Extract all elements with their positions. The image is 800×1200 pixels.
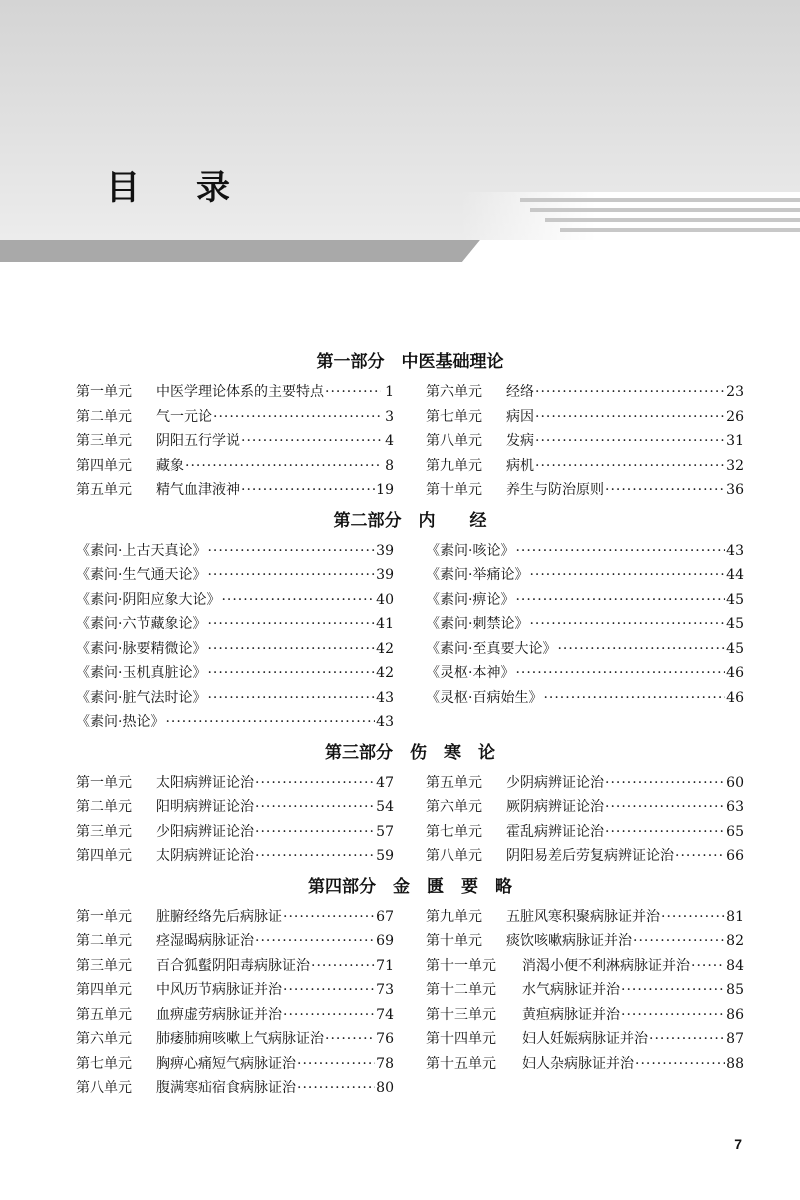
entry-title: 气一元论 — [156, 408, 212, 425]
entry-page: 59 — [376, 848, 394, 864]
dot-leader — [543, 686, 725, 711]
entry-page: 1 — [385, 384, 394, 400]
toc-entry[interactable] — [76, 1027, 394, 1052]
part-title: 第四部分 金 匮 要 略 — [308, 876, 512, 897]
dot-leader — [283, 1003, 375, 1028]
entry-unit: 第十四单元 — [426, 1031, 496, 1047]
entry-title: 消渴小便不利淋病脉证并治 — [522, 957, 690, 974]
dot-leader — [213, 405, 381, 430]
entry-title: 藏象 — [156, 457, 184, 474]
toc-entry[interactable] — [76, 820, 394, 845]
entry-page: 67 — [376, 908, 394, 925]
entry-unit: 第十三单元 — [426, 1006, 496, 1023]
toc-column-left — [76, 539, 394, 735]
dot-leader — [283, 978, 375, 1003]
entry-page: 3 — [385, 408, 394, 425]
dot-leader — [255, 795, 375, 820]
entry-page: 45 — [726, 640, 744, 657]
entry-unit: 第六单元 — [426, 799, 482, 815]
entry-title: 《素问·举痛论》 — [426, 567, 529, 583]
toc-column-right — [426, 539, 744, 735]
entry-unit: 第九单元 — [426, 457, 482, 474]
entry-unit: 第八单元 — [426, 433, 482, 449]
entry-title: 五脏风寒积聚病脉证并治 — [506, 908, 660, 925]
toc-part — [76, 509, 744, 735]
entry-title: 霍乱病辨证论治 — [506, 823, 604, 840]
dot-leader — [515, 661, 725, 686]
entry-title: 发病 — [506, 433, 534, 449]
entry-page: 66 — [726, 848, 744, 864]
entry-title: 太阴病辨证论治 — [156, 848, 254, 864]
entry-unit: 第十一单元 — [426, 957, 496, 974]
toc-entry[interactable] — [76, 661, 394, 686]
toc-entry[interactable] — [76, 929, 394, 954]
entry-page: 46 — [726, 665, 744, 681]
entry-page: 43 — [376, 714, 394, 730]
entry-page: 81 — [726, 908, 744, 925]
entry-title: 腹满寒疝宿食病脉证治 — [156, 1080, 296, 1096]
entry-page: 71 — [376, 957, 394, 974]
entry-unit: 第八单元 — [426, 848, 482, 864]
toc-entry[interactable] — [426, 820, 744, 845]
entry-title: 少阳病辨证论治 — [156, 823, 254, 840]
toc-entry[interactable] — [426, 795, 744, 820]
toc-entry[interactable] — [76, 588, 394, 613]
entry-unit: 第一单元 — [76, 774, 132, 791]
toc-entry[interactable] — [76, 1052, 394, 1077]
dot-leader — [325, 1027, 375, 1052]
entry-unit: 第十二单元 — [426, 982, 496, 998]
entry-page: 40 — [376, 591, 394, 608]
entry-unit: 第一单元 — [76, 908, 132, 925]
dot-leader — [633, 929, 725, 954]
entry-page: 47 — [376, 774, 394, 791]
toc-column-right — [426, 380, 744, 503]
entry-title: 病因 — [506, 408, 534, 425]
dot-leader — [185, 454, 381, 479]
toc-entry[interactable] — [76, 454, 394, 479]
entry-unit: 第十单元 — [426, 933, 482, 949]
toc-column-right — [426, 771, 744, 869]
entry-unit: 第六单元 — [426, 384, 482, 400]
toc-entry[interactable] — [426, 661, 744, 686]
entry-page: 63 — [726, 799, 744, 815]
header-banner — [0, 0, 800, 262]
entry-page: 69 — [376, 933, 394, 949]
entry-title: 《素问·阴阳应象大论》 — [76, 591, 221, 608]
toc-entry[interactable] — [426, 1052, 744, 1077]
toc-entry[interactable] — [426, 612, 744, 637]
entry-unit: 第五单元 — [76, 482, 132, 498]
entry-page: 45 — [726, 591, 744, 608]
dot-leader — [635, 1052, 725, 1077]
entry-title: 痰饮咳嗽病脉证并治 — [506, 933, 632, 949]
toc-entry[interactable] — [76, 771, 394, 796]
dot-leader — [255, 929, 375, 954]
toc-entry[interactable] — [426, 929, 744, 954]
dot-leader — [649, 1027, 725, 1052]
entry-page: 73 — [376, 982, 394, 998]
toc-entry[interactable] — [76, 710, 394, 735]
dot-leader — [691, 954, 725, 979]
dot-leader — [207, 686, 375, 711]
toc-entry[interactable] — [76, 844, 394, 869]
entry-page: 41 — [376, 616, 394, 632]
entry-unit: 第九单元 — [426, 908, 482, 925]
entry-title: 厥阴病辨证论治 — [506, 799, 604, 815]
toc-column-left — [76, 771, 394, 869]
toc-part — [76, 875, 744, 1101]
entry-unit: 第七单元 — [76, 1055, 132, 1072]
entry-title: 阴阳五行学说 — [156, 433, 240, 449]
entry-page: 86 — [726, 1006, 744, 1023]
entry-unit: 第四单元 — [76, 848, 132, 864]
toc-entry[interactable] — [426, 563, 744, 588]
toc-columns — [76, 771, 744, 869]
entry-unit: 第三单元 — [76, 433, 132, 449]
entry-title: 少阴病辨证论治 — [506, 774, 604, 791]
toc-part — [76, 350, 744, 503]
entry-page: 42 — [376, 640, 394, 657]
dot-leader — [535, 380, 725, 405]
entry-title: 病机 — [506, 457, 534, 474]
toc-entry[interactable] — [76, 612, 394, 637]
toc-entry[interactable] — [76, 1076, 394, 1101]
dot-leader — [207, 661, 375, 686]
entry-unit: 第五单元 — [426, 774, 482, 791]
entry-unit: 第十单元 — [426, 482, 482, 498]
entry-page: 65 — [726, 823, 744, 840]
entry-title: 《素问·生气通天论》 — [76, 567, 207, 583]
entry-title: 妇人杂病脉证并治 — [522, 1055, 634, 1072]
toc-entry[interactable] — [76, 954, 394, 979]
entry-title: 中医学理论体系的主要特点 — [156, 384, 324, 400]
entry-unit: 第七单元 — [426, 823, 482, 840]
entry-page: 82 — [726, 933, 744, 949]
entry-page: 88 — [726, 1055, 744, 1072]
toc-entry[interactable] — [76, 978, 394, 1003]
toc-entry[interactable] — [76, 686, 394, 711]
dot-leader — [325, 380, 381, 405]
entry-page: 74 — [376, 1006, 394, 1023]
toc-entry[interactable] — [76, 405, 394, 430]
entry-page: 43 — [376, 689, 394, 706]
entry-unit: 第一单元 — [76, 384, 132, 400]
entry-title: 《素问·脉要精微论》 — [76, 640, 207, 657]
dot-leader — [165, 710, 375, 735]
entry-title: 《素问·热论》 — [76, 714, 165, 730]
toc-entry[interactable] — [426, 1027, 744, 1052]
entry-unit: 第八单元 — [76, 1080, 132, 1096]
entry-title: 《素问·咳论》 — [426, 542, 515, 559]
entry-page: 46 — [726, 689, 744, 706]
toc-column-left — [76, 905, 394, 1101]
entry-title: 《素问·至真要大论》 — [426, 640, 557, 657]
entry-page: 78 — [376, 1055, 394, 1072]
dot-leader — [255, 844, 375, 869]
entry-page: 43 — [726, 542, 744, 559]
toc-column-right — [426, 905, 744, 1101]
entry-page: 57 — [376, 823, 394, 840]
dot-leader — [241, 478, 375, 503]
toc-entry[interactable] — [426, 454, 744, 479]
toc-entry[interactable] — [76, 429, 394, 454]
dot-leader — [297, 1076, 375, 1101]
page-title: 目录 — [106, 168, 286, 208]
entry-title: 阴阳易差后劳复病辨证论治 — [506, 848, 674, 864]
toc-entry[interactable] — [426, 588, 744, 613]
entry-page: 39 — [376, 567, 394, 583]
toc-entry[interactable] — [426, 686, 744, 711]
entry-title: 《素问·玉机真脏论》 — [76, 665, 207, 681]
entry-unit: 第三单元 — [76, 823, 132, 840]
page-number: 7 — [734, 1136, 742, 1152]
part-title: 第一部分 中医基础理论 — [316, 352, 504, 372]
entry-page: 32 — [726, 457, 744, 474]
entry-title: 肺痿肺痈咳嗽上气病脉证治 — [156, 1031, 324, 1047]
entry-unit: 第七单元 — [426, 408, 482, 425]
dot-leader — [297, 1052, 375, 1077]
toc-entry[interactable] — [426, 539, 744, 564]
entry-page: 60 — [726, 774, 744, 791]
entry-title: 血痹虚劳病脉证并治 — [156, 1006, 282, 1023]
toc-column-left — [76, 380, 394, 503]
dot-leader — [605, 795, 725, 820]
dot-leader — [557, 637, 725, 662]
entry-unit: 第三单元 — [76, 957, 132, 974]
entry-page: 87 — [726, 1031, 744, 1047]
entry-title: 百合狐蟚阴阳毒病脉证治 — [156, 957, 310, 974]
entry-page: 84 — [726, 957, 744, 974]
toc-columns — [76, 539, 744, 735]
dot-leader — [605, 771, 725, 796]
dot-leader — [255, 820, 375, 845]
toc-entry[interactable] — [76, 380, 394, 405]
entry-unit: 第二单元 — [76, 933, 132, 949]
entry-unit: 第四单元 — [76, 457, 132, 474]
toc-entry[interactable] — [76, 905, 394, 930]
toc-entry[interactable] — [76, 563, 394, 588]
table-of-contents — [76, 344, 744, 1101]
entry-title: 胸痹心痛短气病脉证治 — [156, 1055, 296, 1072]
dot-leader — [529, 563, 725, 588]
toc-entry[interactable] — [426, 905, 744, 930]
toc-entry[interactable] — [76, 795, 394, 820]
entry-title: 经络 — [506, 384, 534, 400]
entry-page: 42 — [376, 665, 394, 681]
entry-title: 《素问·脏气法时论》 — [76, 689, 207, 706]
dot-leader — [605, 820, 725, 845]
entry-unit: 第五单元 — [76, 1006, 132, 1023]
toc-columns — [76, 380, 744, 503]
dot-leader — [207, 563, 375, 588]
dot-leader — [605, 478, 725, 503]
dot-leader — [661, 905, 725, 930]
entry-unit: 第六单元 — [76, 1031, 132, 1047]
toc-entry[interactable] — [426, 405, 744, 430]
toc-part — [76, 741, 744, 869]
entry-title: 养生与防治原则 — [506, 482, 604, 498]
entry-page: 76 — [376, 1031, 394, 1047]
entry-title: 黄疸病脉证并治 — [522, 1006, 620, 1023]
entry-title: 妇人妊娠病脉证并治 — [522, 1031, 648, 1047]
entry-page: 80 — [376, 1080, 394, 1096]
toc-entry[interactable] — [426, 1003, 744, 1028]
dot-leader — [535, 429, 725, 454]
toc-columns — [76, 905, 744, 1101]
entry-title: 痉湿暍病脉证治 — [156, 933, 254, 949]
entry-title: 水气病脉证并治 — [522, 982, 620, 998]
entry-unit: 第二单元 — [76, 408, 132, 425]
entry-title: 《素问·痹论》 — [426, 591, 515, 608]
entry-title: 阳明病辨证论治 — [156, 799, 254, 815]
entry-page: 23 — [726, 384, 744, 400]
entry-title: 《素问·六节藏象论》 — [76, 616, 207, 632]
dot-leader — [621, 1003, 725, 1028]
entry-title: 脏腑经络先后病脉证 — [156, 908, 282, 925]
entry-page: 4 — [385, 433, 394, 449]
dot-leader — [221, 588, 375, 613]
part-title: 第三部分 伤 寒 论 — [325, 742, 495, 763]
dot-leader — [535, 405, 725, 430]
toc-entry[interactable] — [76, 539, 394, 564]
entry-title: 《素问·上古天真论》 — [76, 542, 207, 559]
toc-entry[interactable] — [426, 954, 744, 979]
header-graphic — [0, 0, 800, 262]
dot-leader — [529, 612, 725, 637]
entry-title: 《素问·刺禁论》 — [426, 616, 529, 632]
toc-entry[interactable] — [426, 429, 744, 454]
entry-title: 精气血津液神 — [156, 482, 240, 498]
entry-page: 8 — [385, 457, 394, 474]
toc-entry[interactable] — [426, 978, 744, 1003]
dot-leader — [535, 454, 725, 479]
entry-page: 19 — [376, 482, 394, 498]
toc-entry[interactable] — [426, 380, 744, 405]
dot-leader — [621, 978, 725, 1003]
dot-leader — [255, 771, 375, 796]
entry-page: 39 — [376, 542, 394, 559]
entry-page: 44 — [726, 567, 744, 583]
part-title: 第二部分 内 经 — [333, 510, 487, 531]
entry-page: 54 — [376, 799, 394, 815]
dot-leader — [311, 954, 375, 979]
entry-title: 太阳病辨证论治 — [156, 774, 254, 791]
entry-unit: 第十五单元 — [426, 1055, 496, 1072]
entry-title: 《灵枢·百病始生》 — [426, 689, 543, 706]
dot-leader — [207, 539, 375, 564]
dot-leader — [515, 539, 725, 564]
dot-leader — [207, 637, 375, 662]
toc-entry[interactable] — [426, 637, 744, 662]
entry-page: 31 — [726, 433, 744, 449]
toc-entry[interactable] — [426, 771, 744, 796]
dot-leader — [675, 844, 725, 869]
entry-page: 85 — [726, 982, 744, 998]
entry-unit: 第四单元 — [76, 982, 132, 998]
toc-entry[interactable] — [76, 1003, 394, 1028]
entry-unit: 第二单元 — [76, 799, 132, 815]
entry-page: 45 — [726, 616, 744, 632]
entry-page: 26 — [726, 408, 744, 425]
toc-entry[interactable] — [426, 478, 744, 503]
entry-page: 36 — [726, 482, 744, 498]
toc-entry[interactable] — [76, 478, 394, 503]
entry-title: 《灵枢·本神》 — [426, 665, 515, 681]
dot-leader — [241, 429, 381, 454]
dot-leader — [515, 588, 725, 613]
toc-entry[interactable] — [426, 844, 744, 869]
dot-leader — [283, 905, 375, 930]
toc-entry[interactable] — [76, 637, 394, 662]
dot-leader — [207, 612, 375, 637]
entry-title: 中风历节病脉证并治 — [156, 982, 282, 998]
